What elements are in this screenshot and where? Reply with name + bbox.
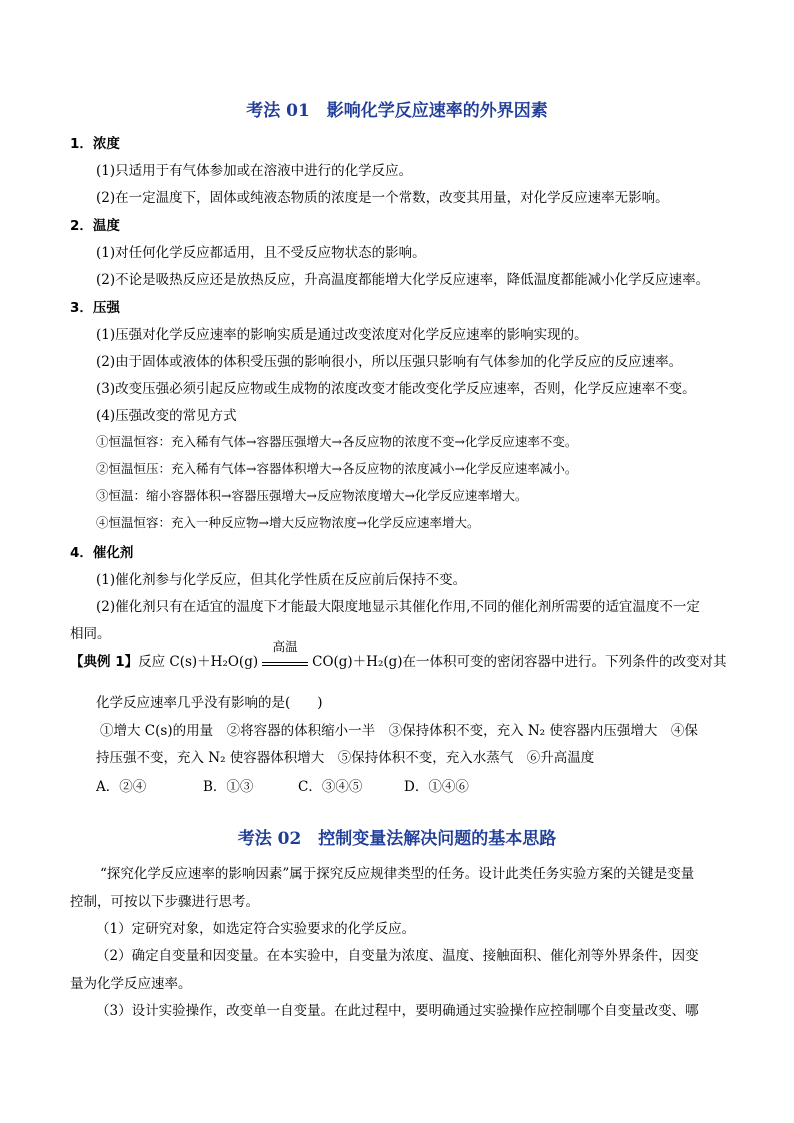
question-options-line: 持压强不变，充入 N₂ 使容器体积增大 ⑤保持体积不变，充入水蒸气 ⑥升高温度 — [96, 750, 595, 766]
equals-sign — [262, 662, 308, 666]
paragraph: 量为化学反应速率。 — [70, 976, 192, 992]
paragraph: (2)催化剂只有在适宜的温度下才能最大限度地显示其催化作用,不同的催化剂所需要的适宜温度不一定 — [96, 599, 700, 615]
heading-catalyst: 4．催化剂 — [70, 545, 134, 561]
heading-temperature: 2．温度 — [70, 218, 120, 234]
heading-concentration: 1．浓度 — [70, 136, 120, 152]
question-line: 化学反应速率几乎没有影响的是( ) — [96, 695, 323, 711]
paragraph: (1)对任何化学反应都适用，且不受反应物状态的影响。 — [96, 245, 426, 261]
paragraph: （1）定研究对象，如选定符合实验要求的化学反应。 — [96, 921, 416, 937]
paragraph: ④恒温恒容：充入一种反应物→增大反应物浓度→化学反应速率增大。 — [96, 515, 480, 530]
answer-option-a: A．②④ — [96, 779, 147, 795]
paragraph: （2）确定自变量和因变量。在本实验中，自变量为浓度、温度、接触面积、催化剂等外界条件，因变 — [96, 948, 699, 964]
paragraph: (4)压强改变的常见方式 — [96, 408, 237, 424]
paragraph: (1)只适用于有气体参加或在溶液中进行的化学反应。 — [96, 163, 413, 179]
answer-option-c: C．③④⑤ — [298, 779, 363, 795]
answer-option-b: B．①③ — [203, 779, 254, 795]
paragraph: (2)不论是吸热反应还是放热反应，升高温度都能增大化学反应速率，降低温度都能减小化学反应速率。 — [96, 272, 710, 288]
paragraph: (1)催化剂参与化学反应，但其化学性质在反应前后保持不变。 — [96, 572, 467, 588]
equation-rhs: CO(g)＋H₂(g)在一体积可变的密闭容器中进行。下列条件的改变对其 — [312, 654, 727, 670]
question-options-line: ①增大 C(s)的用量 ②将容器的体积缩小一半 ③保持体积不变，充入 N₂ 使容器内压强增大 ④保 — [100, 723, 698, 739]
paragraph: ①恒温恒容：充入稀有气体→容器压强增大→各反应物的浓度不变→化学反应速率不变。 — [96, 434, 578, 449]
paragraph: (2)在一定温度下，固体或纯液态物质的浓度是一个常数，改变其用量，对化学反应速率无影响。 — [96, 190, 669, 206]
paragraph: (3)改变压强必须引起反应物或生成物的浓度改变才能改变化学反应速率，否则，化学反应速率不变。 — [96, 381, 696, 397]
paragraph: (1)压强对化学反应速率的影响实质是通过改变浓度对化学反应速率的影响实现的。 — [96, 327, 588, 343]
answer-option-d: D．①④⑥ — [404, 779, 469, 795]
reaction-condition — [262, 639, 308, 666]
paragraph: ③恒温：缩小容器体积→容器压强增大→反应物浓度增大→化学反应速率增大。 — [96, 488, 528, 503]
paragraph: “探究化学反应速率的影响因素”属于探究反应规律类型的任务。设计此类任务实验方案的关键是变量 — [100, 866, 695, 882]
paragraph: 相同。 — [70, 626, 111, 642]
section2-title: 考法 02 控制变量法解决问题的基本思路 — [237, 829, 557, 849]
heading-pressure: 3．压强 — [70, 300, 120, 316]
example-tag: 【典例 1】 — [70, 654, 139, 670]
section1-title: 考法 01 影响化学反应速率的外界因素 — [246, 101, 548, 121]
paragraph: (2)由于固体或液体的体积受压强的影响很小，所以压强只影响有气体参加的化学反应的反应速率。 — [96, 354, 683, 370]
example-equation-line — [70, 639, 727, 670]
paragraph: （3）设计实验操作，改变单一自变量。在此过程中，要明确通过实验操作应控制哪个自变量改变、哪 — [96, 1003, 699, 1019]
paragraph: 控制，可按以下步骤进行思考。 — [70, 894, 259, 910]
paragraph: ②恒温恒压：充入稀有气体→容器体积增大→各反应物的浓度减小→化学反应速率减小。 — [96, 461, 578, 476]
equation-lhs: 反应 C(s)＋H₂O(g) — [138, 654, 259, 670]
condition-label: 高温 — [272, 639, 298, 654]
